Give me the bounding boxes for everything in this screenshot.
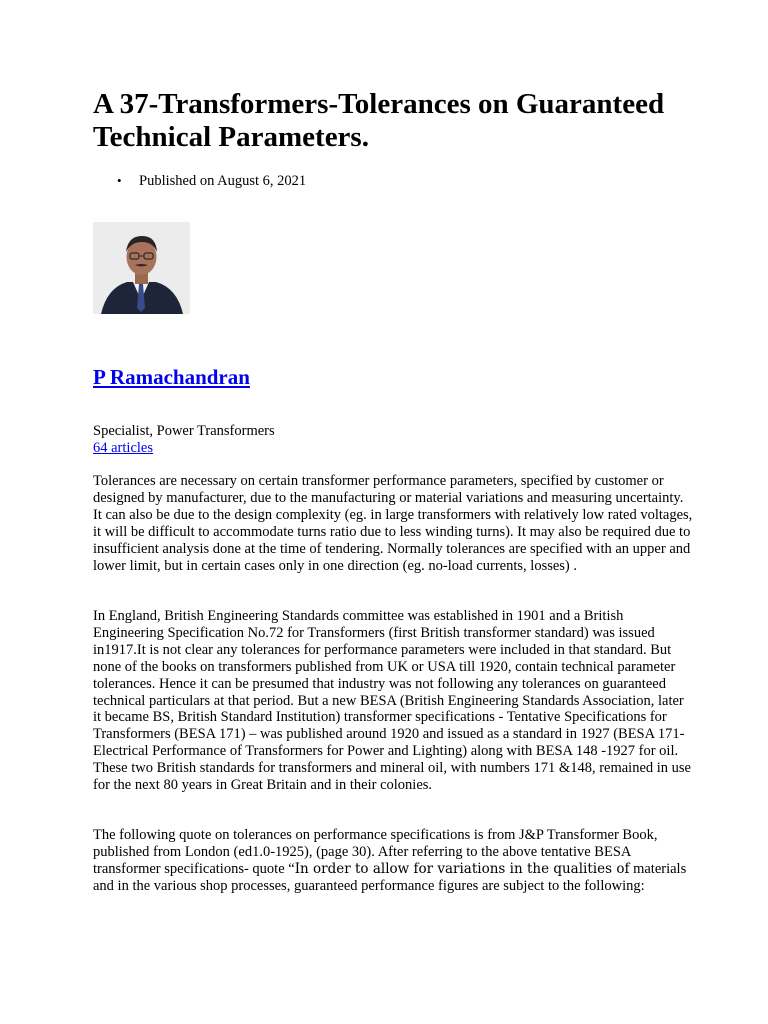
body-paragraph-3 bbox=[93, 827, 693, 895]
body-paragraph-3-quote: In order to allow for variations in the qualities of bbox=[294, 860, 630, 877]
published-date: • Published on August 6, 2021 bbox=[93, 172, 306, 190]
author-name-link[interactable]: P Ramachandran bbox=[93, 365, 250, 389]
article-title: A 37-Transformers-Tolerances on Guaranteed Technical Parameters. bbox=[93, 88, 665, 153]
body-paragraph-3-intro: The following quote on tolerances on performance specifications is from J&P Transformer Book, published from London (ed1.0-1925), (page 30). After referring to the above tentative BESA transformer specifications- quote “ bbox=[93, 827, 658, 877]
author-avatar bbox=[93, 222, 190, 314]
author-role: Specialist, Power Transformers bbox=[93, 423, 275, 439]
author-photo bbox=[93, 222, 190, 314]
articles-count-link[interactable]: 64 articles bbox=[93, 440, 153, 456]
article-meta bbox=[93, 172, 306, 190]
body-paragraph-3-rest: materials and in the various shop processes, guaranteed performance figures are subject to the following: bbox=[93, 860, 687, 894]
body-paragraph-2: In England, British Engineering Standards committee was established in 1901 and a British Engineering Specification No.72 for Transformers (first British transformer standard) was issued in1917.It is not clear any tolerances for performance parameters were included in that standard. But none of the books on transformers published from UK or USA till 1920, contain technical parameter tolerances. Hence it can be presumed that industry was not following any tolerances on guaranteed technical particulars at that period. But a new BESA (British Engineering Standards Association, later it became BS, British Standard Institution) transformer specifications - Tentative Specifications for Transformers (BESA 171) – was published around 1920 and issued as a standard in 1927 (BESA 171- Electrical Performance of Transformers for Power and Lighting) along with BESA 148 -1927 for oil. These two British standards for transformers and mineral oil, with numbers 171 &148, remained in use for the next 80 years in Great Britain and in their colonies. bbox=[93, 608, 691, 794]
body-paragraph-1: Tolerances are necessary on certain transformer performance parameters, specified by customer or designed by manufacturer, due to the manufacturing or material variations and measuring uncertainty. It can also be due to the design complexity (eg. in large transformers with relatively low rated voltages, it will be difficult to accommodate turns ratio due to less winding turns). It may also be required due to insufficient analysis done at the time of tendering. Normally tolerances are specified with an upper and lower limit, but in certain cases only in one direction (eg. no-load currents, losses) . bbox=[93, 473, 693, 574]
